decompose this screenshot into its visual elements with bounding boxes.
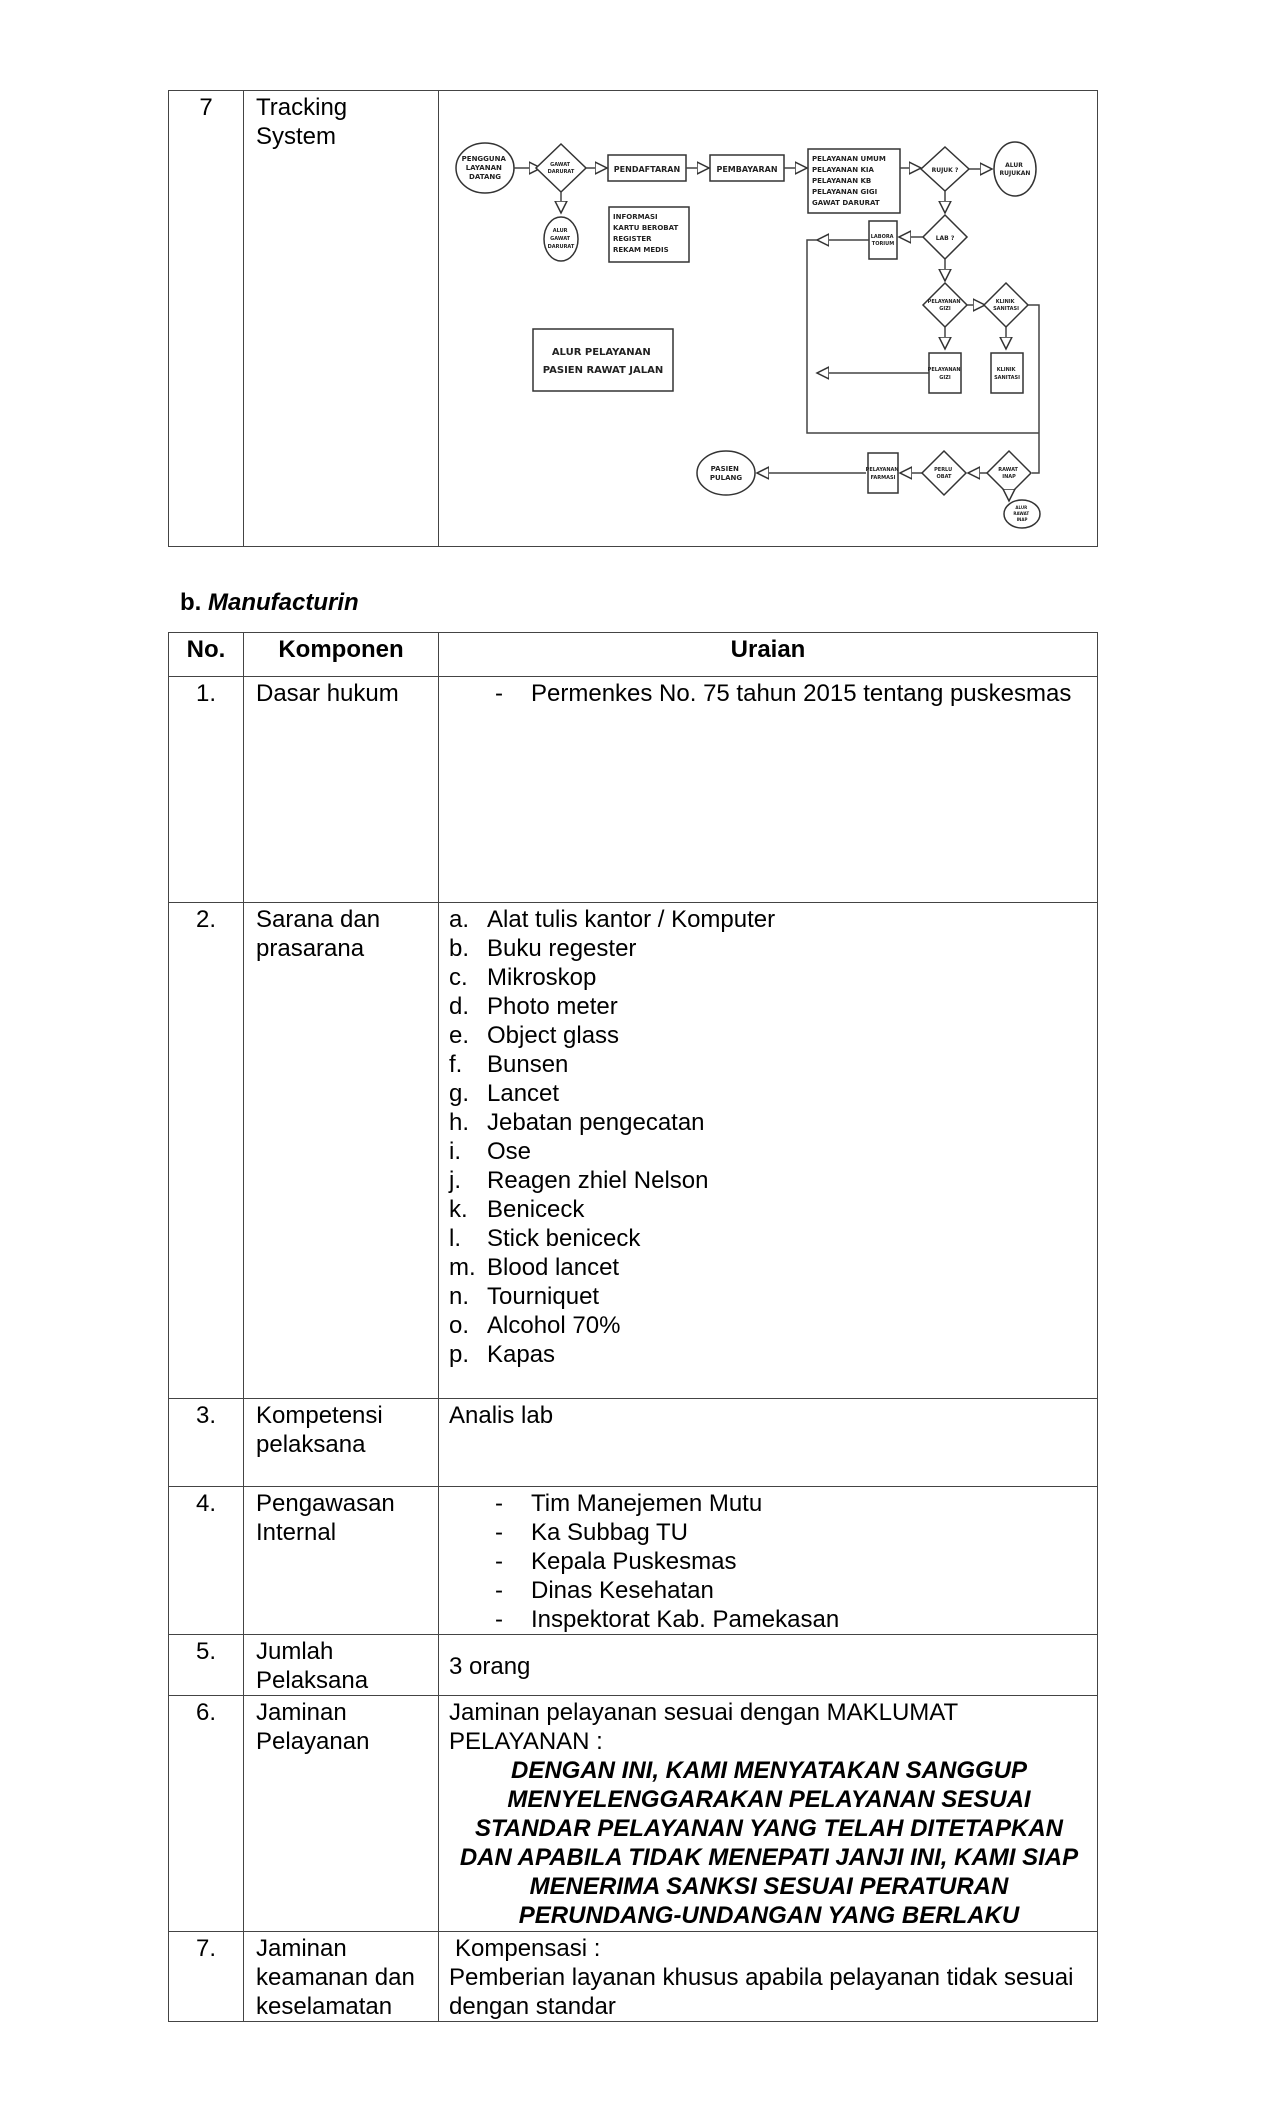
list-item: i. Ose [449, 1138, 532, 1165]
medicine-decision [922, 451, 966, 495]
flowchart-cell [439, 91, 1098, 547]
description-cell [439, 1487, 1098, 1635]
list-item: n. Tourniquet [449, 1283, 600, 1310]
sanitation-clinic-label: KLINIK SANITASI [994, 367, 1020, 381]
table-row [169, 1635, 1098, 1696]
compensation-label: Kompensasi : [455, 1935, 601, 1962]
laboratory-box [869, 221, 897, 259]
legal-basis-list [449, 679, 1089, 708]
list-item: - Ka Subbag TU [489, 1518, 1089, 1547]
list-item: f. Bunsen [449, 1051, 569, 1078]
list-item: h. Jebatan pengecatan [449, 1109, 705, 1136]
table-header-row [169, 633, 1098, 677]
component-label: Dasar hukum [244, 677, 439, 903]
list-item: - Kepala Puskesmas [489, 1547, 1089, 1576]
nutrition-service-label: PELAYANAN GIZI [927, 367, 961, 381]
header-uraian: Uraian [439, 633, 1098, 677]
section-prefix: b. [180, 589, 202, 616]
laboratory-label: LABORA TORIUM [870, 234, 895, 247]
start-label: PENGGUNA LAYANAN DATANG [461, 155, 506, 181]
pharmacy-box [868, 453, 898, 493]
component-label: Sarana dan prasarana [244, 903, 439, 1399]
inpatient-decision [987, 451, 1031, 495]
row-number: 7 [169, 91, 244, 547]
row-number: 7. [169, 1932, 244, 2022]
payment-label: PEMBAYARAN [716, 165, 778, 174]
list-item: k. Beniceck [449, 1196, 585, 1223]
list-item: b. Buku regester [449, 935, 637, 962]
facilities-list [449, 905, 1089, 1369]
nutrition-service-box [929, 353, 961, 393]
header-no: No. [169, 633, 244, 677]
diagram-title: ALUR PELAYANAN PASIEN RAWAT JALAN [542, 347, 664, 376]
registration-label: PENDAFTARAN [613, 165, 681, 174]
header-komponen: Komponen [244, 633, 439, 677]
manufacturing-table [168, 632, 1098, 2022]
table-row [169, 1932, 1098, 2022]
referral-flow-label: ALUR RUJUKAN [999, 162, 1031, 177]
table-row [169, 903, 1098, 1399]
list-item: o. Alcohol 70% [449, 1312, 621, 1339]
list-item: - Inspektorat Kab. Pamekasan [489, 1605, 1089, 1634]
list-item: - Permenkes No. 75 tahun 2015 tentang puskesmas [489, 679, 1089, 708]
compensation-text: Pemberian layanan khusus apabila pelayanan tidak sesuai dengan standar [449, 1964, 1074, 2020]
referral-decision-label: RUJUK ? [931, 167, 959, 174]
sanitation-clinic-box [991, 353, 1023, 393]
emergency-decision-label: GAWAT DARURAT [547, 162, 575, 175]
section-heading [180, 589, 359, 617]
description-cell [439, 1932, 1098, 2022]
component-label: Tracking System [244, 91, 439, 547]
supervision-list [449, 1489, 1089, 1634]
component-label: Pengawasan Internal [244, 1487, 439, 1635]
description-cell: Analis lab [439, 1399, 1098, 1487]
row-number: 3. [169, 1399, 244, 1487]
pharmacy-label: PELAYANAN FARMASI [865, 467, 899, 481]
description-cell [439, 677, 1098, 903]
patient-home-ellipse [697, 451, 755, 495]
sanitation-decision-label: KLINIK SANITASI [993, 299, 1019, 312]
list-item: m. Blood lancet [449, 1254, 620, 1281]
component-label: Kompetensi pelaksana [244, 1399, 439, 1487]
list-item: a. Alat tulis kantor / Komputer [449, 906, 776, 933]
service-guarantee-intro: Jaminan pelayanan sesuai dengan MAKLUMAT PELAYANAN : [449, 1699, 958, 1755]
emergency-decision [536, 144, 586, 192]
list-item: l. Stick beniceck [449, 1225, 641, 1252]
row-number: 4. [169, 1487, 244, 1635]
service-declaration: DENGAN INI, KAMI MENYATAKAN SANGGUP MENYELENGGARAKAN PELAYANAN SESUAI STANDAR PELAYANAN YANG TELAH DITETAPKAN DAN APABILA TIDAK MENEPATI JANJI INI, KAMI SIAP MENERIMA SANKSI SESUAI PERATURAN PERUNDANG-UNDANGAN YANG BERLAKU [459, 1757, 1079, 1929]
table-row [169, 1487, 1098, 1635]
list-item: j. Reagen zhiel Nelson [449, 1167, 709, 1194]
row-number: 6. [169, 1696, 244, 1932]
section-title: Manufacturin [208, 589, 359, 616]
list-item: d. Photo meter [449, 993, 618, 1020]
list-item: c. Mikroskop [449, 964, 597, 991]
table-row [169, 1399, 1098, 1487]
patient-flow-diagram [439, 91, 1098, 547]
lab-decision-label: LAB ? [935, 235, 955, 242]
patient-home-label: PASIEN PULANG [709, 465, 743, 482]
information-label: INFORMASI KARTU BEROBAT REGISTER REKAM MEDIS [613, 213, 679, 254]
emergency-flow-label: ALUR GAWAT DARURAT [547, 228, 575, 250]
nutrition-decision [923, 283, 967, 327]
medicine-decision-label: PERLU OBAT [934, 467, 953, 480]
table-row [169, 677, 1098, 903]
row-number: 5. [169, 1635, 244, 1696]
list-item: p. Kapas [449, 1341, 556, 1368]
referral-flow-ellipse [994, 142, 1036, 196]
description-cell [439, 1696, 1098, 1932]
description-cell: 3 orang [439, 1635, 1098, 1696]
component-label: Jaminan keamanan dan keselamatan [244, 1932, 439, 2022]
row-number: 2. [169, 903, 244, 1399]
sanitation-decision [984, 283, 1028, 327]
inpatient-flow-label: ALUR RAWAT INAP [1013, 505, 1030, 522]
services-label: PELAYANAN UMUM PELAYANAN KIA PELAYANAN KB PELAYANAN GIGI GAWAT DARURAT [812, 155, 886, 207]
nutrition-decision-label: PELAYANAN GIZI [927, 299, 961, 312]
tracking-table [168, 90, 1098, 547]
component-label: Jaminan Pelayanan [244, 1696, 439, 1932]
description-cell [439, 903, 1098, 1399]
inpatient-decision-label: RAWAT INAP [998, 467, 1018, 480]
row-number: 1. [169, 677, 244, 903]
list-item: - Dinas Kesehatan [489, 1576, 1089, 1605]
list-item: - Tim Manejemen Mutu [489, 1489, 1089, 1518]
list-item: e. Object glass [449, 1022, 620, 1049]
component-label: Jumlah Pelaksana [244, 1635, 439, 1696]
list-item: g. Lancet [449, 1080, 560, 1107]
diagram-title-box [533, 329, 673, 391]
table-row [169, 1696, 1098, 1932]
